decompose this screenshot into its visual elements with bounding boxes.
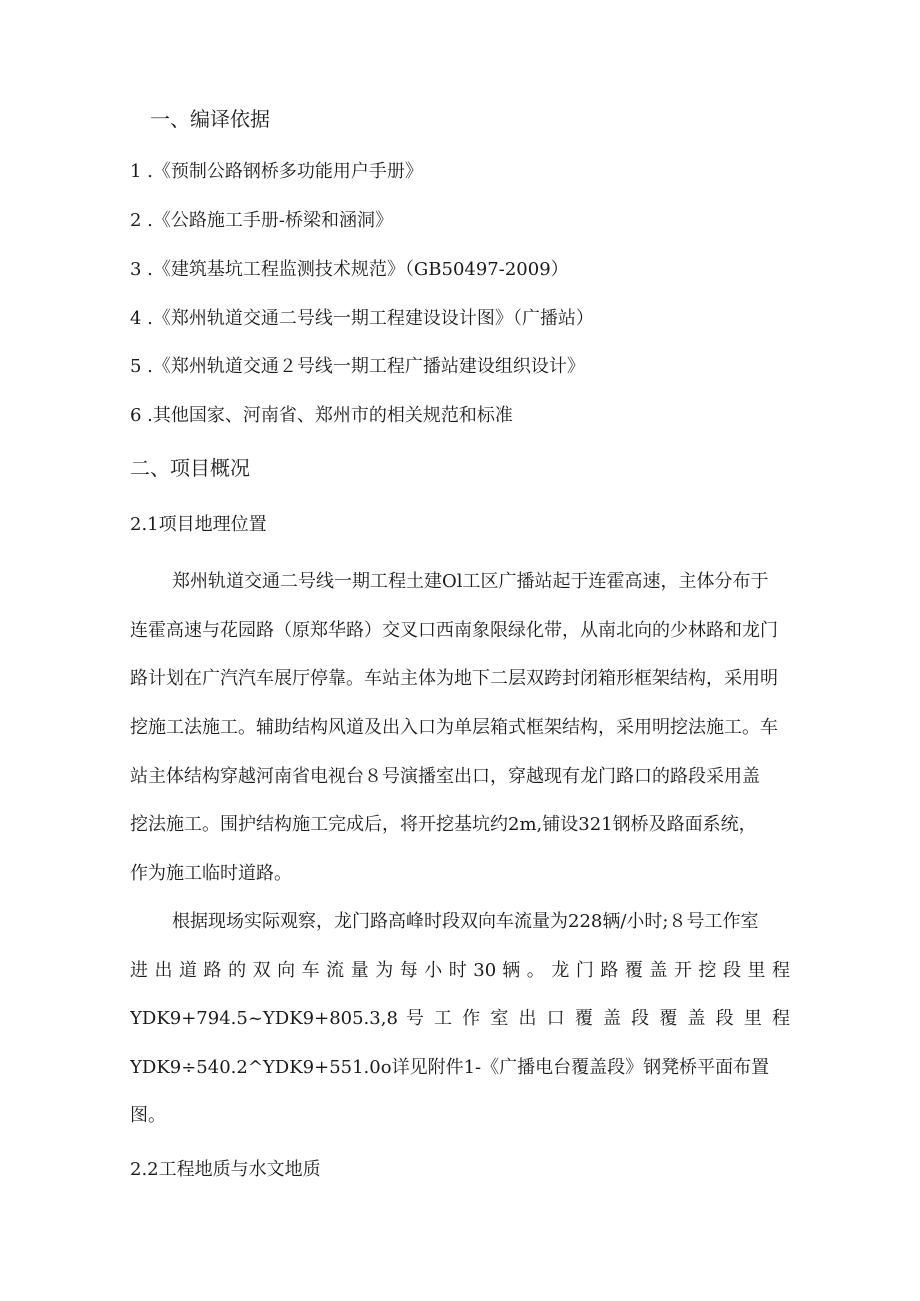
- section-heading-basis: 一、编译依据: [150, 107, 270, 131]
- subsection-title-location: 2.1项目地理位置: [130, 514, 267, 535]
- location-para2-line3: YDK9+794.5~YDK9+805.3,8 号 工 作 室 出 口 覆 盖 段 覆 盖 段 里 程: [130, 1008, 790, 1029]
- location-para2-line1: 根据现场实际观察，龙门路高峰时段双向车流量为228辆/小时;８号工作室: [172, 911, 759, 932]
- basis-item-5: 5 .《郑州轨道交通２号线一期工程广播站建设组织设计》: [130, 356, 585, 377]
- basis-item-1: 1 .《预制公路钢桥多功能用户手册》: [130, 161, 423, 182]
- subsection-title-geology: 2.2工程地质与水文地质: [130, 1159, 321, 1180]
- location-para1-line3: 路计划在广汽汽车展厅停靠。车站主体为地下二层双跨封闭箱形框架结构，采用明: [130, 668, 778, 689]
- basis-item-3: 3 .《建筑基坑工程监测技术规范》（GB50497-2009）: [130, 259, 569, 280]
- location-para2-line4: YDK9÷540.2^YDK9+551.0o详见附件1-《广播电台覆盖段》钢凳桥平面布置: [130, 1057, 770, 1078]
- location-para1-line5: 站主体结构穿越河南省电视台８号演播室出口，穿越现有龙门路口的路段采用盖: [130, 766, 760, 787]
- location-para1-line2: 连霍高速与花园路（原郑华路）交叉口西南象限绿化带，从南北向的少林路和龙门: [130, 620, 778, 641]
- location-para2-line5: 图。: [130, 1105, 166, 1126]
- location-para1-line4: 挖施工法施工。辅助结构风道及出入口为单层箱式框架结构，采用明挖法施工。车: [130, 717, 778, 738]
- basis-item-6: 6 .其他国家、河南省、郑州市的相关规范和标准: [130, 405, 513, 426]
- location-para1-line7: 作为施工临时道路。: [130, 863, 292, 884]
- basis-item-4: 4 .《郑州轨道交通二号线一期工程建设设计图》（广播站）: [130, 308, 594, 329]
- location-para1-line1: 郑州轨道交通二号线一期工程土建Ol工区广播站起于连霍高速，主体分布于: [172, 571, 769, 592]
- location-para1-line6: 挖法施工。围护结构施工完成后，将开挖基坑约2m,铺设321钢桥及路面系统，: [130, 814, 757, 835]
- section-heading-overview: 二、项目概况: [130, 456, 250, 480]
- location-para2-line2: 进 出 道 路 的 双 向 车 流 量 为 每 小 时 30 辆 。 龙 门 路 覆 盖 开 挖 段 里 程: [130, 960, 790, 981]
- basis-item-2: 2 .《公路施工手册-桥梁和涵洞》: [130, 210, 393, 231]
